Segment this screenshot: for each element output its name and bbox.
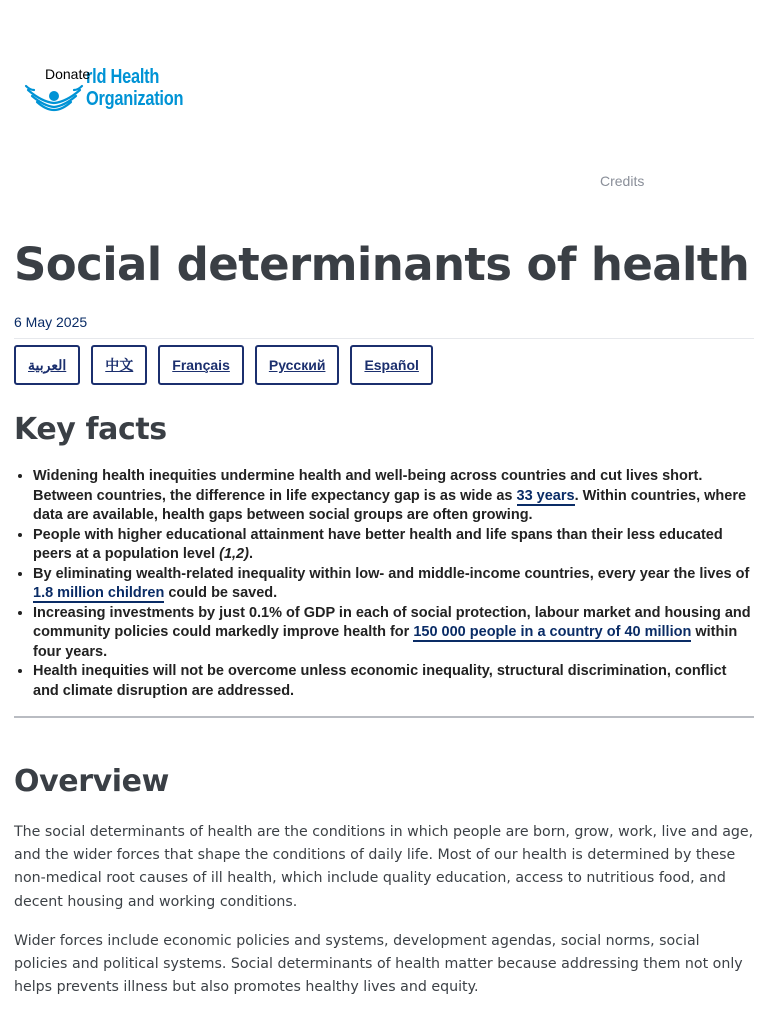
section-divider [14,716,754,718]
logo-wordmark [86,66,183,110]
image-credits[interactable]: Credits [600,173,645,189]
list-item: • Health inequities will not be overcome unless economic inequality, structural discrimination, conflict and climate disruption are addressed. [33,662,756,701]
publish-date: 6 May 2025 [14,314,88,330]
divider [14,338,754,339]
overview-paragraph-1: The social determinants of health are the conditions in which people are born, grow, work, live and age, and the wider forces that shape the conditions of daily life. Most of our health is determined by these non-medical root causes of ill health, which include quality education, access to nutritious food, and decent housing and working conditions. [14,824,754,910]
lang-button-chinese[interactable]: 中文 [91,345,147,385]
lang-button-arabic[interactable]: العربية [14,345,80,385]
list-item: • Widening health inequities undermine health and well-being across countries and cut lives short. Between countries, the difference in life expectancy gap is as wide as 33 years. Within countries, where data are available, health gaps between social groups are often growing. [33,467,756,526]
list-item: • By eliminating wealth-related inequality within low- and middle-income countries, every year the lives of 1.8 million children could be saved. [33,565,756,604]
lang-button-spanish[interactable]: Español [350,345,432,385]
overview-heading: Overview [14,764,169,799]
key-facts-heading: Key facts [14,412,167,447]
lang-button-russian[interactable]: Русский [255,345,340,385]
key-facts-list [14,467,756,701]
lang-button-french[interactable]: Français [158,345,244,385]
logo-text-line1: rld Health [86,66,160,88]
list-item: • Increasing investments by just 0.1% of GDP in each of social protection, labour market and housing and community policies could markedly improve health for 150 000 people in a country of 40 million within four years. [33,604,756,663]
site-header [0,0,768,215]
page-title: Social determinants of health [14,238,750,291]
overview-paragraph-2: Wider forces include economic policies and systems, development agendas, social norms, social policies and political systems. Social determinants of health matter because addressing them not only helps prevents illness but also promotes healthy lives and equity. [14,933,743,996]
reference-citation: (1,2) [219,546,249,562]
children-saved-link[interactable]: 1.8 million children [33,585,165,601]
life-expectancy-link[interactable]: 33 years [516,487,575,504]
donate-link[interactable]: Donate [45,66,91,82]
language-switcher [14,345,433,385]
investment-impact-link[interactable]: 150 000 people in a country of 40 million [413,624,692,640]
logo-text-line2: Organization [86,88,184,110]
list-item: • People with higher educational attainment have better health and life spans than their less educated peers at a population level (1,2). [33,526,756,565]
